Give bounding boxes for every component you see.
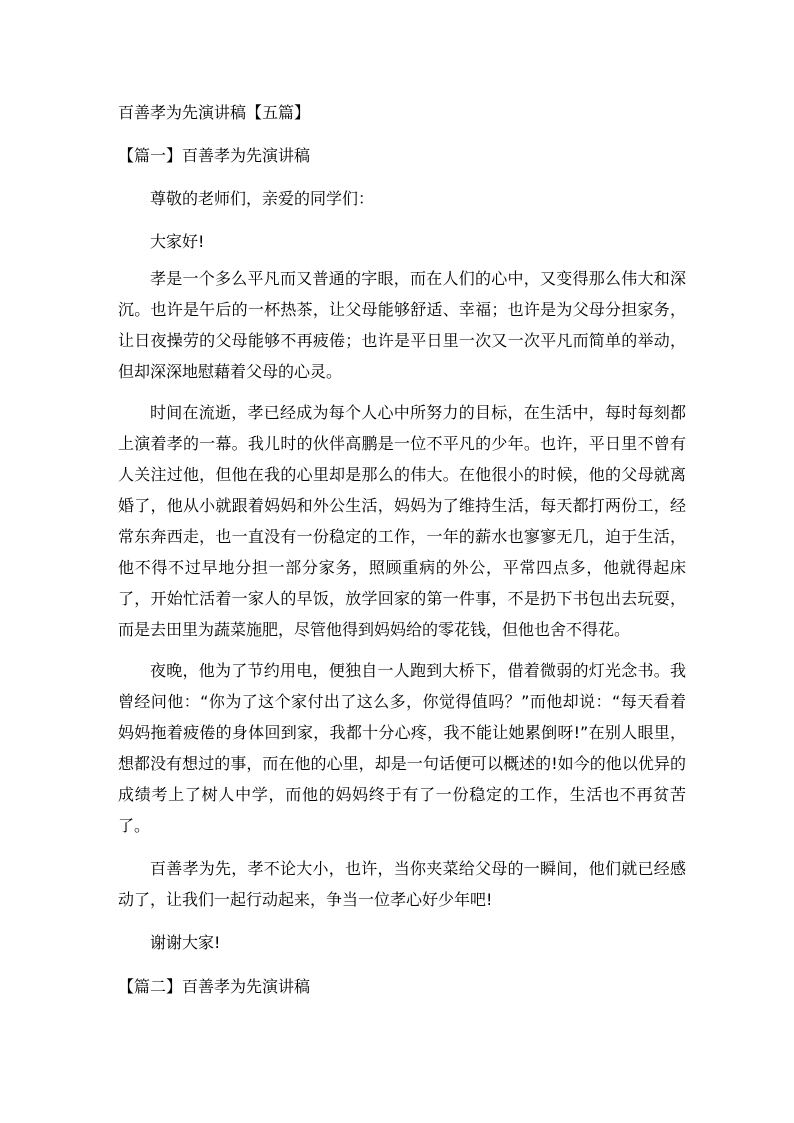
closing: 谢谢大家! [150,933,221,952]
document-title: 百善孝为先演讲稿【五篇】 [118,103,311,122]
paragraph-3: 夜晚，他为了节约用电，便独自一人跑到大桥下，借着微弱的灯光念书。我曾经问他：“你为了这个家付出了这么多，你觉得值吗？”而他却说：“每天看着妈妈拖着疲倦的身体回到家，我都十分心疼，我不能让她累倒呀!”在别人眼里，想都没有想过的事，而在他的心里，却是一句话便可以概述的!如今的他以优异的成绩考上了树人中学，而他的妈妈终于有了一份稳定的工作，生活也不再贫苦了。 [118,661,686,835]
section-heading-2: 【篇二】百善孝为先演讲稿 [118,977,311,996]
paragraph-4: 百善孝为先，孝不论大小，也许，当你夹菜给父母的一瞬间，他们就已经感动了，让我们一起行动起来，争当一位孝心好少年吧! [118,859,686,909]
greeting: 大家好! [150,232,205,251]
paragraph-1: 孝是一个多么平凡而又普通的字眼，而在人们的心中，又变得那么伟大和深沉。也许是午后的一杯热茶，让父母能够舒适、幸福；也许是为父母分担家务，让日夜操劳的父母能够不再疲倦；也许是平日里一次又一次平凡而简单的举动，但却深深地慰藉着父母的心灵。 [118,269,686,381]
paragraph-2: 时间在流逝，孝已经成为每个人心中所努力的目标，在生活中，每时每刻都上演着孝的一幕。我儿时的伙伴高鹏是一位不平凡的少年。也许，平日里不曾有人关注过他，但他在我的心里却是那么的伟大。在他很小的时候，他的父母就离婚了，他从小就跟着妈妈和外公生活，妈妈为了维持生活，每天都打两份工，经常东奔西走，也一直没有一份稳定的工作，一年的薪水也寥寥无几，迫于生活，他不得不过早地分担一部分家务，照顾重病的外公，平常四点多，他就得起床了，开始忙活着一家人的早饭，放学回家的第一件事，不是扔下书包出去玩耍，而是去田里为蔬菜施肥，尽管他得到妈妈给的零花钱，但他也舍不得花。 [118,403,686,639]
salutation: 尊敬的老师们，亲爱的同学们： [150,189,375,208]
section-heading-1: 【篇一】百善孝为先演讲稿 [118,146,311,165]
